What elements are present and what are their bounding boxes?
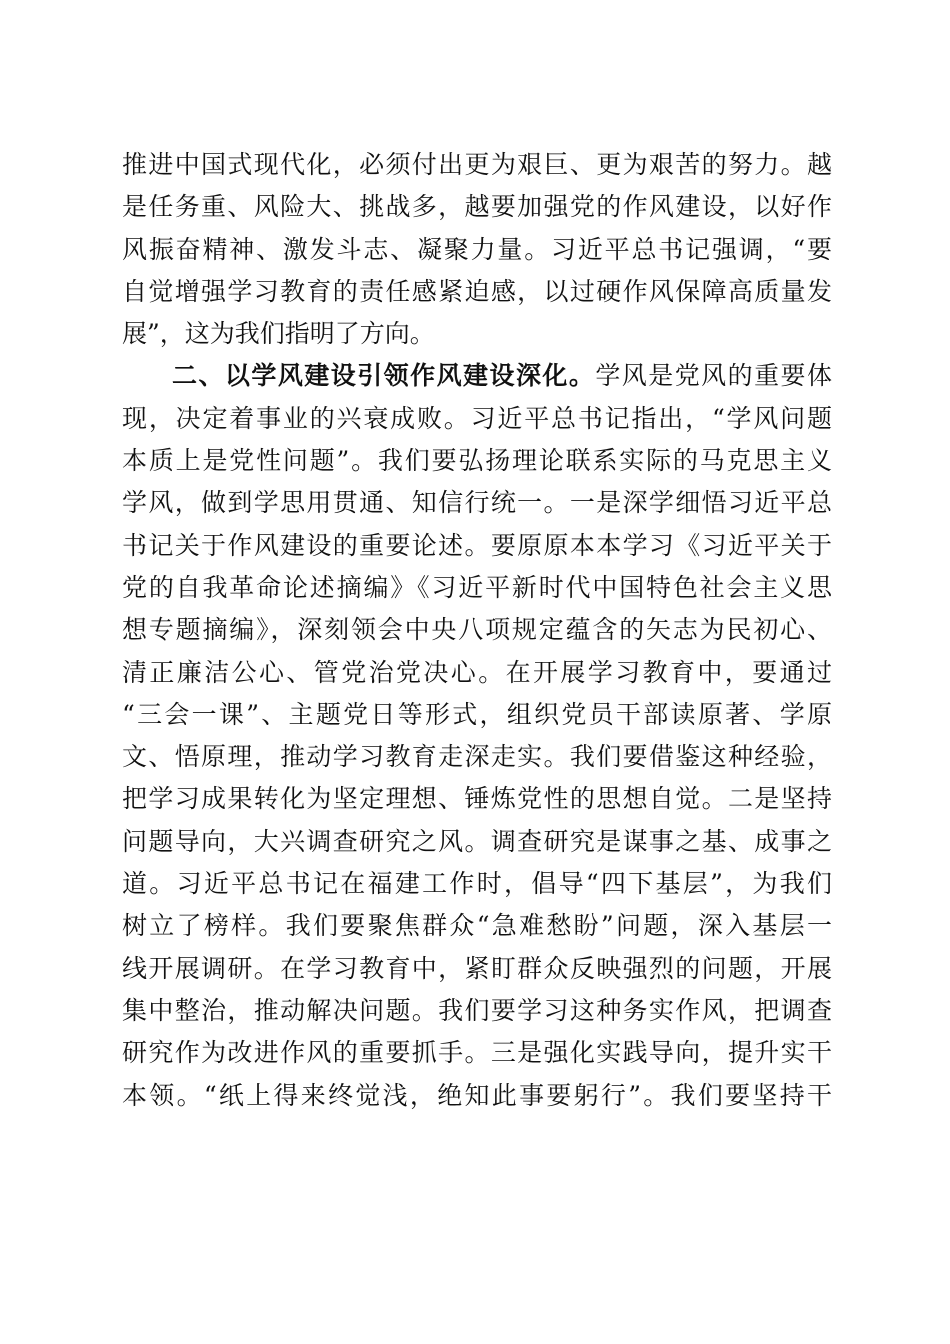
text-line: 现，决定着事业的兴衰成败。习近平总书记指出，“学风问题 (122, 403, 832, 433)
text-line: 清正廉洁公心、管党治党决心。在开展学习教育中，要通过 (122, 657, 832, 687)
text-line: 本领。“纸上得来终觉浅，绝知此事要躬行”。我们要坚持干 (122, 1080, 832, 1110)
text-line: 线开展调研。在学习教育中，紧盯群众反映强烈的问题，开展 (122, 953, 832, 983)
text-line: 学风，做到学思用贯通、知信行统一。一是深学细悟习近平总 (122, 488, 832, 518)
heading-line-rest: 学风是党风的重要体 (595, 361, 832, 391)
text-line: 集中整治，推动解决问题。我们要学习这种务实作风，把调查 (122, 995, 832, 1025)
text-line: 书记关于作风建设的重要论述。要原原本本学习《习近平关于 (122, 530, 832, 560)
text-line: 党的自我革命论述摘编》《习近平新时代中国特色社会主义思 (122, 572, 832, 602)
text-line: 自觉增强学习教育的责任感紧迫感，以过硬作风保障高质量发 (122, 276, 832, 306)
text-line: 道。习近平总书记在福建工作时，倡导“四下基层”，为我们 (122, 869, 832, 899)
section-heading: 二、以学风建设引领作风建设深化。 (172, 361, 596, 391)
text-line: 是任务重、风险大、挑战多，越要加强党的作风建设，以好作 (122, 192, 832, 222)
text-line-first (122, 355, 832, 397)
text-line: 本质上是党性问题”。我们要弘扬理论联系实际的马克思主义 (122, 446, 832, 476)
text-line: 展”，这为我们指明了方向。 (122, 319, 435, 349)
text-line: 文、悟原理，推动学习教育走深走实。我们要借鉴这种经验， (122, 742, 832, 772)
text-line: 研究作为改进作风的重要抓手。三是强化实践导向，提升实干 (122, 1038, 832, 1068)
paragraph-2 (122, 355, 832, 1116)
text-line: 想专题摘编》，深刻领会中央八项规定蕴含的矢志为民初心、 (122, 615, 832, 645)
text-line: 树立了榜样。我们要聚焦群众“急难愁盼”问题，深入基层一 (122, 911, 832, 941)
text-line: 问题导向，大兴调查研究之风。调查研究是谋事之基、成事之 (122, 826, 832, 856)
text-line: 风振奋精神、激发斗志、凝聚力量。习近平总书记强调，“要 (122, 234, 832, 264)
text-line: 把学习成果转化为坚定理想、锤炼党性的思想自觉。二是坚持 (122, 784, 832, 814)
document-body (122, 144, 832, 1117)
paragraph-1 (122, 144, 832, 355)
text-line: 推进中国式现代化，必须付出更为艰巨、更为艰苦的努力。越 (122, 150, 832, 179)
text-line: “三会一课”、主题党日等形式，组织党员干部读原著、学原 (122, 699, 832, 729)
